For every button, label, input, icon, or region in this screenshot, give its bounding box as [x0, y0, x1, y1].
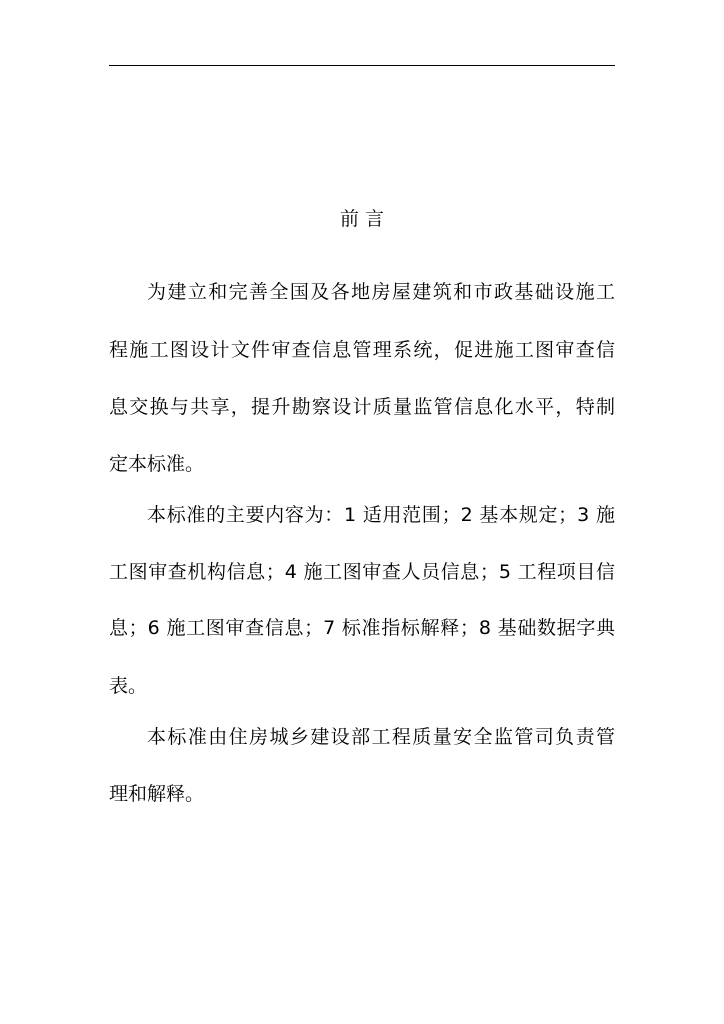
paragraph-line: 工图审查机构信息；4 施工图审查人员信息；5 工程项目信 — [109, 561, 615, 583]
paragraph-line: 为建立和完善全国及各地房屋建筑和市政基础设施工 — [147, 281, 615, 303]
paragraph-line: 息交换与共享，提升勘察设计质量监管信息化水平，特制 — [109, 396, 615, 418]
page-title: 前 言 — [339, 208, 385, 230]
paragraph-line: 程施工图设计文件审查信息管理系统，促进施工图审查信 — [109, 339, 615, 361]
paragraph-line: 本标准的主要内容为：1 适用范围；2 基本规定；3 施 — [147, 504, 615, 526]
paragraph-line: 理和解释。 — [109, 783, 205, 805]
paragraph-line: 息；6 施工图审查信息；7 标准指标解释；8 基础数据字典 — [109, 617, 615, 639]
paragraph-line: 本标准由住房城乡建设部工程质量安全监管司负责管 — [147, 726, 615, 748]
paragraph-line: 定本标准。 — [109, 453, 205, 475]
paragraph-line: 表。 — [109, 675, 148, 697]
header-rule — [109, 65, 615, 66]
